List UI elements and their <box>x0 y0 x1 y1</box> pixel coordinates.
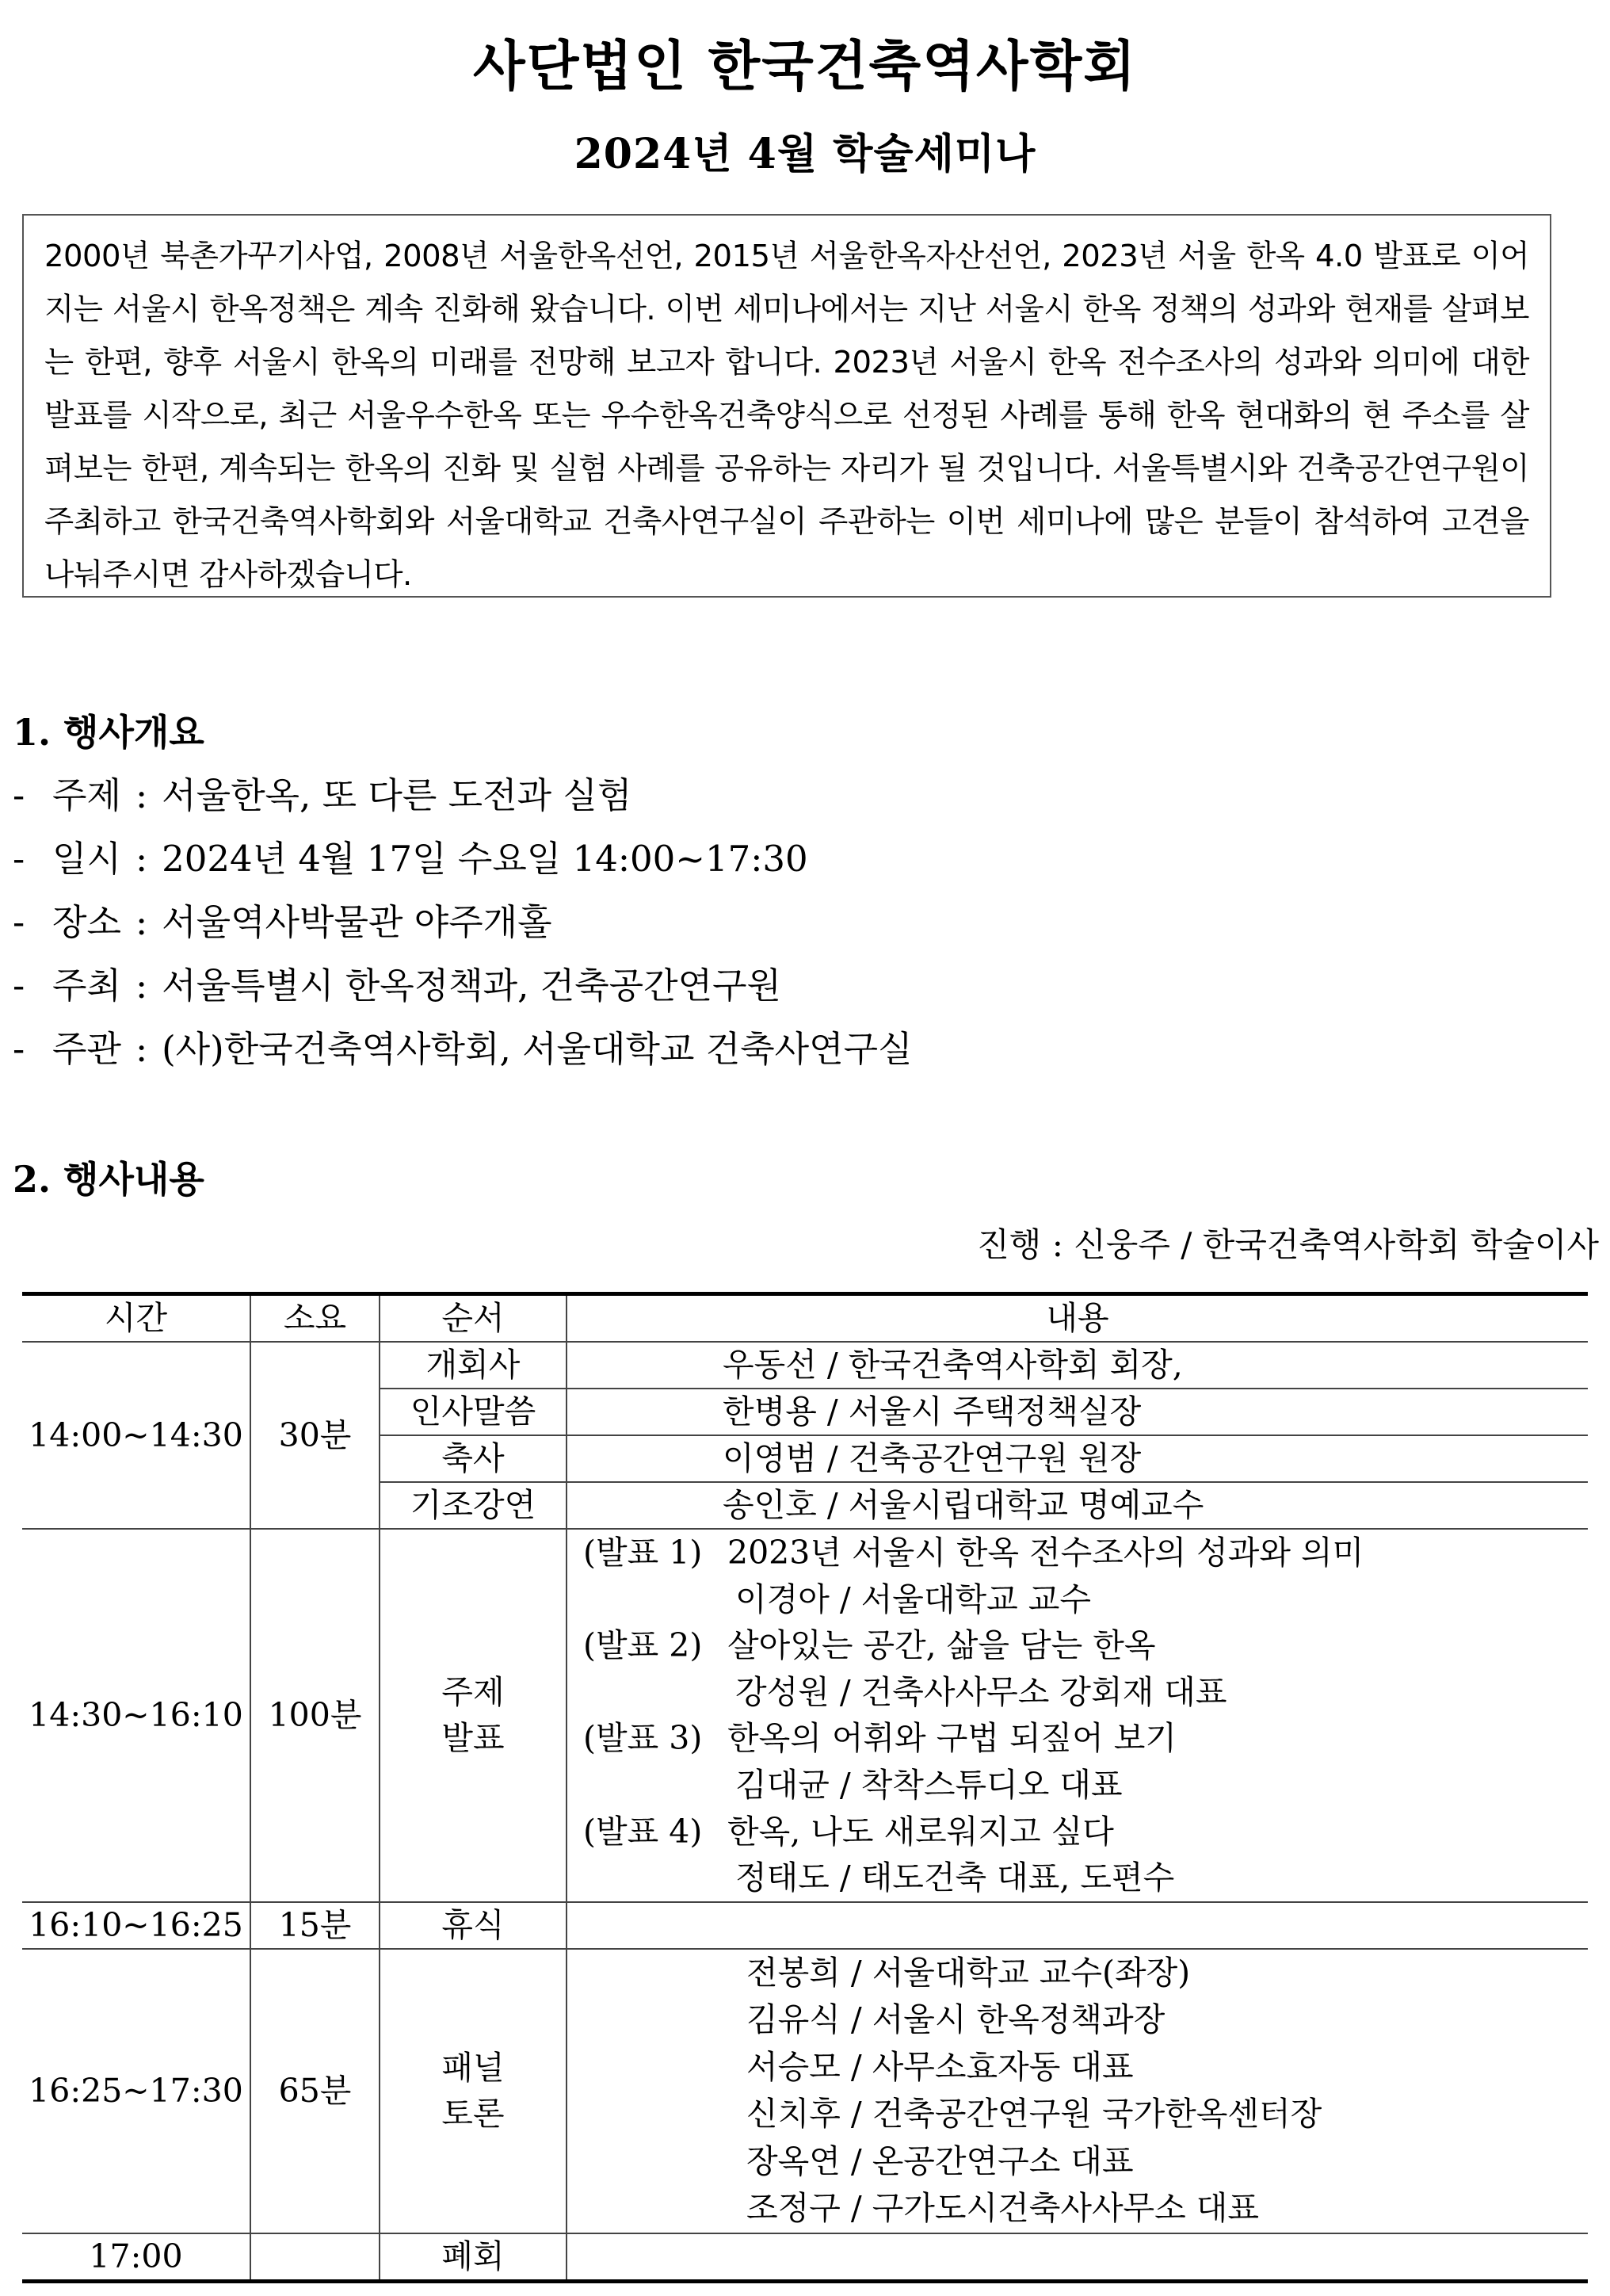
colon: : <box>135 1028 148 1070</box>
opening-duration: 30분 <box>250 1342 380 1529</box>
program-host: 진행 : 신웅주 / 한국건축역사학회 학술이사 <box>977 1225 1599 1264</box>
bullet-dash: - <box>13 901 25 943</box>
order-line: 토론 <box>441 2095 505 2134</box>
break-order: 휴식 <box>380 1902 567 1949</box>
order-stack <box>380 1669 566 1761</box>
panel-order <box>380 1949 567 2233</box>
presentations-duration: 100분 <box>250 1529 380 1902</box>
overview-key: 일시 <box>52 838 121 880</box>
content-text: 송인호 / 서울시립대학교 명예교수 <box>723 1486 1204 1524</box>
panel-duration: 65분 <box>250 1949 380 2233</box>
section-program-heading: 2. 행사내용 <box>13 1158 204 1201</box>
overview-value: 2024년 4월 17일 수요일 14:00~17:30 <box>162 838 808 880</box>
order-cell: 개회사 <box>380 1342 567 1389</box>
order-line: 패널 <box>441 2049 505 2088</box>
content-cell <box>567 1342 1588 1389</box>
bullet-dash: - <box>13 838 25 880</box>
bullet-dash: - <box>13 1028 25 1070</box>
presentation-title: 한옥, 나도 새로워지고 싶다 <box>727 1812 1114 1851</box>
order-line: 발표 <box>441 1719 505 1758</box>
presentation-label: (발표 1) <box>583 1534 703 1572</box>
overview-value: 서울역사박물관 야주개홀 <box>162 901 552 943</box>
table-header-row <box>22 1294 1588 1343</box>
content-text: 이영범 / 건축공간연구원 원장 <box>723 1439 1142 1477</box>
header-order: 순서 <box>380 1294 567 1343</box>
header-duration: 소요 <box>250 1294 380 1343</box>
closing-order: 폐회 <box>380 2233 567 2282</box>
content-cell <box>567 1389 1588 1435</box>
presentations-time: 14:30~16:10 <box>22 1529 250 1902</box>
overview-key: 주제 <box>52 774 121 816</box>
overview-key: 주최 <box>52 965 121 1007</box>
overview-value: 서울특별시 한옥정책과, 건축공간연구원 <box>162 965 782 1007</box>
overview-item-venue <box>13 891 913 954</box>
table-row <box>22 1342 1588 1389</box>
presentation-speaker-row <box>567 1669 1588 1716</box>
presentation-speaker: 김대균 / 착착스튜디오 대표 <box>735 1765 1123 1804</box>
presentation-list <box>567 1530 1588 1901</box>
overview-item-date <box>13 827 913 891</box>
content-text: 한병용 / 서울시 주택정책실장 <box>723 1392 1142 1431</box>
panel-member: 서승모 / 사무소효자동 대표 <box>746 2047 1134 2086</box>
document-title: 사단법인 한국건축역사학회 <box>473 35 1137 98</box>
overview-item-organizer <box>13 1018 913 1081</box>
overview-key: 주관 <box>52 1028 121 1070</box>
break-content <box>567 1902 1588 1949</box>
document-subtitle: 2024년 4월 학술세미나 <box>574 130 1036 178</box>
presentation-title-row <box>567 1622 1588 1669</box>
presentation-label: (발표 4) <box>583 1812 703 1851</box>
break-time: 16:10~16:25 <box>22 1902 250 1949</box>
overview-value: (사)한국건축역사학회, 서울대학교 건축사연구실 <box>162 1028 913 1070</box>
closing-time: 17:00 <box>22 2233 250 2282</box>
presentation-title: 한옥의 어휘와 구법 되짚어 보기 <box>727 1719 1177 1758</box>
presentation-speaker: 정태도 / 태도건축 대표, 도편수 <box>735 1859 1175 1897</box>
colon: : <box>135 838 148 880</box>
content-cell <box>567 1482 1588 1529</box>
table-row <box>22 1902 1588 1949</box>
presentation-title: 2023년 서울시 한옥 전수조사의 성과와 의미 <box>727 1534 1364 1572</box>
presentations-order <box>380 1529 567 1902</box>
bullet-dash: - <box>13 774 25 816</box>
break-duration: 15분 <box>250 1902 380 1949</box>
closing-duration <box>250 2233 380 2282</box>
presentation-speaker-row <box>567 1576 1588 1623</box>
header-time: 시간 <box>22 1294 250 1343</box>
content-cell <box>567 1435 1588 1482</box>
colon: : <box>135 901 148 943</box>
overview-value: 서울한옥, 또 다른 도전과 실험 <box>162 774 632 816</box>
colon: : <box>135 774 148 816</box>
table-row <box>22 1949 1588 2233</box>
presentation-label: (발표 3) <box>583 1719 703 1758</box>
presentation-title-row <box>567 1715 1588 1762</box>
presentation-speaker-row <box>567 1762 1588 1809</box>
presentation-speaker: 강성원 / 건축사사무소 강회재 대표 <box>735 1672 1227 1711</box>
bullet-dash: - <box>13 965 25 1007</box>
order-line: 주제 <box>441 1673 505 1712</box>
table-row <box>22 2233 1588 2282</box>
content-text: 우동선 / 한국건축역사학회 회장, <box>723 1346 1183 1384</box>
panel-member: 김유식 / 서울시 한옥정책과장 <box>746 2000 1166 2039</box>
panel-member: 장옥연 / 온공간연구소 대표 <box>746 2141 1134 2180</box>
presentation-title-row <box>567 1809 1588 1855</box>
overview-key: 장소 <box>52 901 121 943</box>
order-cell: 인사말씀 <box>380 1389 567 1435</box>
panel-content <box>567 1949 1588 2233</box>
colon: : <box>135 965 148 1007</box>
order-stack <box>380 2045 566 2137</box>
program-table <box>22 1292 1588 2283</box>
panel-member: 조정구 / 구가도시건축사사무소 대표 <box>746 2189 1260 2228</box>
presentation-speaker: 이경아 / 서울대학교 교수 <box>735 1580 1091 1618</box>
overview-item-topic <box>13 764 913 827</box>
panel-member: 전봉희 / 서울대학교 교수(좌장) <box>746 1953 1191 1992</box>
order-cell: 기조강연 <box>380 1482 567 1529</box>
presentations-content <box>567 1529 1588 1902</box>
panel-time: 16:25~17:30 <box>22 1949 250 2233</box>
intro-box: 2000년 북촌가꾸기사업, 2008년 서울한옥선언, 2015년 서울한옥자산선언, 2023년 서울 한옥 4.0 발표로 이어지는 서울시 한옥정책은 계속 진화해 왔습니다. 이번 세미나에서는 지난 서울시 한옥 정책의 성과와 현재를 살펴보는 한편, 향후 서울시 한옥의 미래를 전망해 보고자 합니다. 2023년 서울시 한옥 전수조사의 성과와 의미에 대한 발표를 시작으로, 최근 서울우수한옥 또는 우수한옥건축양식으로 선정된 사례를 통해 한옥 현대화의 현 주소를 살펴보는 한편, 계속되는 한옥의 진화 및 실험 사례를 공유하는 자리가 될 것입니다. 서울특별시와 건축공간연구원이 주최하고 한국건축역사학회와 서울대학교 건축사연구실이 주관하는 이번 세미나에 많은 분들이 참석하여 고견을 나눠주시면 감사하겠습니다. <box>22 214 1551 598</box>
presentation-speaker-row <box>567 1855 1588 1901</box>
overview-list <box>13 764 913 1081</box>
overview-item-host <box>13 954 913 1018</box>
table-row <box>22 1529 1588 1902</box>
presentation-label: (발표 2) <box>583 1626 703 1665</box>
presentation-title-row <box>567 1530 1588 1576</box>
header-content: 내용 <box>567 1294 1588 1343</box>
panel-member-list <box>567 1950 1588 2233</box>
closing-content <box>567 2233 1588 2282</box>
presentation-title: 살아있는 공간, 삶을 담는 한옥 <box>727 1626 1156 1665</box>
opening-time: 14:00~14:30 <box>22 1342 250 1529</box>
panel-member: 신치후 / 건축공간연구원 국가한옥센터장 <box>746 2095 1322 2134</box>
order-cell: 축사 <box>380 1435 567 1482</box>
section-overview-heading: 1. 행사개요 <box>13 711 204 754</box>
